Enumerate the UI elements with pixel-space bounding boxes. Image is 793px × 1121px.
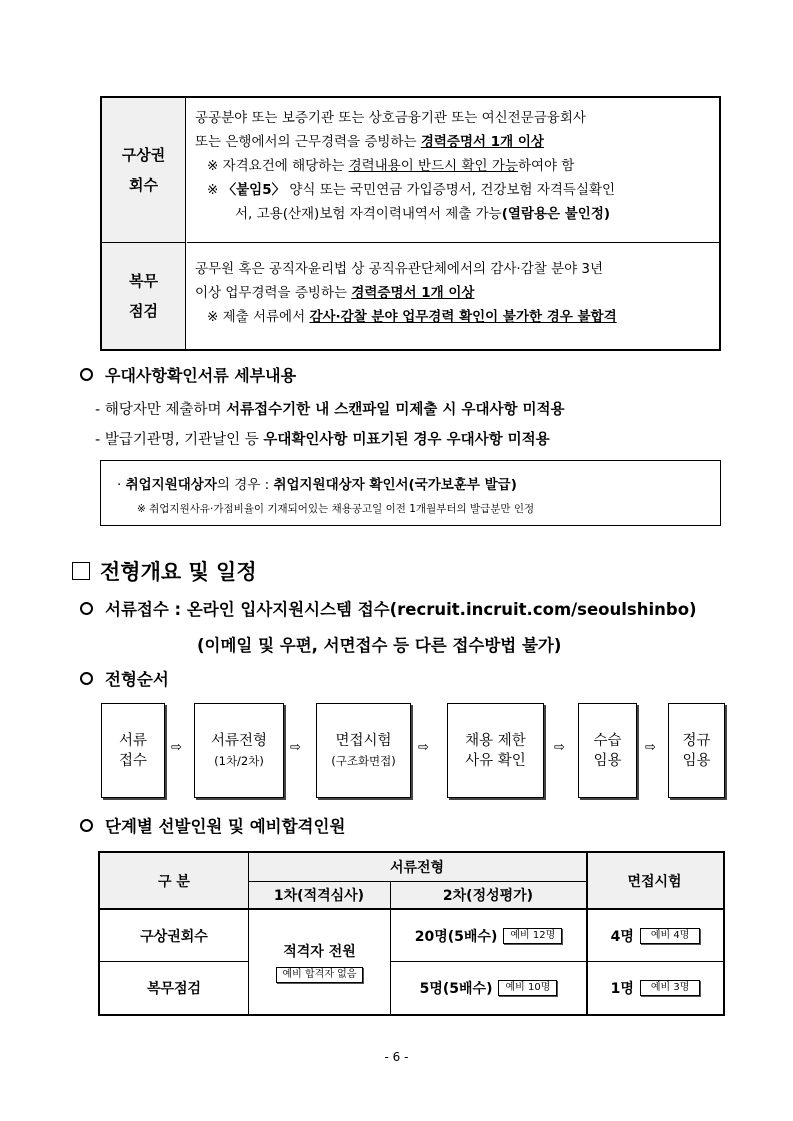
step-restriction-check [447,703,544,798]
text-span: · [117,477,126,493]
interview-count: 1명 [610,981,634,997]
doc-receipt-note: (이메일 및 우편, 서면접수 등 다른 접수방법 불가) [197,636,562,655]
header-division: 구 분 [100,853,248,908]
header-interview: 면접시험 [586,853,723,908]
step-line2: 사유 확인 [465,752,526,769]
note-line [195,305,711,329]
step-probation [578,703,637,798]
step-sub: (구조화면접) [331,753,396,768]
text-line: 공공분야 또는 보증기관 또는 상호금융기관 또는 여신전문금융회사 [195,110,586,126]
schedule-title [72,556,257,586]
step-doc-screening [194,703,284,798]
heading-text: 단계별 선발인원 및 예비합격인원 [105,817,346,836]
box-line-1 [117,473,517,493]
text-line [195,130,711,154]
step-interview [316,703,411,798]
bold-text: 취업지원대상자 [125,477,217,493]
reserve-badge: 예비 10명 [498,980,557,996]
text-span: ※ 자격요건에 해당하는 [207,158,349,174]
bold-text: 서류접수기한 내 스캔파일 미제출 시 우대사항 미적용 [226,402,565,418]
doc-receipt [80,596,697,620]
doc-receipt-text: 서류접수 : 온라인 입사지원시스템 접수(recruit.incruit.com/seoulshinbo) [105,600,697,619]
note-line [195,202,711,226]
row-name-reimbursement: 구상권회수 [140,928,208,945]
text-span: 서, 고용(산재)보험 자격이력내역서 제출 가능 [235,206,502,222]
heading-text: 전형순서 [105,670,169,689]
bullet-circle-icon [80,672,93,685]
bold-text: 〈붙임5〉 [222,182,286,198]
text-span: - 발급기관명, 기관날인 등 [95,432,264,448]
bold-underline-text: 감사·감찰 분야 업무경력 확인이 불가한 경우 불합격 [309,309,617,325]
bold-text: (열람용은 불인정) [501,206,611,222]
step-line2: 접수 [118,752,147,769]
bullet-circle-icon [80,602,93,615]
interview-cell [588,962,723,1014]
header-doc-first: 1차(적격심사) [248,881,390,908]
preference-item-1 [95,398,565,419]
interview-count: 4명 [610,928,634,945]
interview-cell [588,910,723,961]
step-doc-receipt [101,703,165,798]
arrow-right-icon: ⇨ [418,740,429,755]
bold-text: 취업지원대상자 확인서(국가보훈부 발급) [273,477,517,493]
second-stage-cell [391,910,586,961]
selection-heading [80,813,345,837]
label-line1: 구상권 [121,146,166,164]
step-sub: (1차/2차) [214,753,264,768]
order-heading [80,666,169,690]
text-line: 공무원 혹은 공직자윤리법 상 공직유관단체에서의 감사·감찰 분야 3년 [195,261,604,277]
arrow-right-icon: ⇨ [645,740,656,755]
text-span: 또는 은행에서의 근무경력을 증빙하는 [195,134,421,150]
heading-text: 우대사항확인서류 세부내용 [105,366,297,385]
step-line1: 서류 [118,732,147,749]
header-doc-screening: 서류전형 [248,853,586,881]
second-stage-count: 5명(5배수) [419,981,493,997]
note-line [195,154,711,178]
step-line1: 면접시험 [335,732,392,749]
text-span: 이상 업무경력을 증빙하는 [195,285,352,301]
title-text: 전형개요 및 일정 [100,560,257,584]
bold-text: 우대확인사항 미표기된 경우 우대사항 미적용 [263,432,550,448]
text-span: 의 경우 : [216,477,274,493]
grid-line [248,881,586,882]
selection-table [98,851,725,1016]
step-line1: 수습 [593,732,622,749]
row-content-service-inspection [187,242,719,349]
row-label-service-inspection [102,242,186,349]
page-number: - 6 - [384,1050,409,1064]
arrow-right-icon: ⇨ [554,740,565,755]
bullet-circle-icon [80,819,93,832]
step-line1: 서류전형 [210,732,268,749]
text-line [195,281,711,305]
reserve-badge: 예비 12명 [503,928,562,944]
text-span: 양식 또는 국민연금 가입증명서, 건강보험 자격득실확인 [285,182,616,198]
step-line1: 채용 제한 [465,732,526,749]
row-name-service-inspection: 복무점검 [146,981,202,997]
row-content-reimbursement [187,98,719,242]
step-line2: 임용 [593,752,622,769]
text-span: 하여야 함 [517,158,575,174]
preference-item-2 [95,428,550,449]
requirements-table [100,96,721,351]
second-stage-cell [391,962,586,1014]
text-span: ※ [207,182,223,198]
label-line2: 점검 [129,302,158,320]
box-line-2: ※ 취업지원사유·가점비율이 기재되어있는 채용공고일 이전 1개월부터의 발급분만 인정 [137,503,535,515]
reserve-badge: 예비 4명 [640,928,701,944]
first-stage-merged-cell [249,910,390,1014]
bullet-circle-icon [80,368,93,381]
label-line2: 회수 [129,176,158,194]
arrow-right-icon: ⇨ [290,740,301,755]
text-span: ※ 제출 서류에서 [207,309,310,325]
step-regular [668,703,725,798]
second-stage-count: 20명(5배수) [414,928,498,945]
underline-text: 경력내용이 반드시 확인 가능 [348,158,518,174]
label-line1: 복무 [129,272,158,290]
text-span: - 해당자만 제출하며 [95,402,227,418]
note-line [195,178,711,202]
employment-support-box [100,460,721,526]
reserve-badge: 예비 합격자 없음 [276,967,364,983]
row-label-reimbursement [102,98,186,242]
arrow-right-icon: ⇨ [171,740,182,755]
reserve-badge: 예비 3명 [640,980,701,996]
header-doc-second: 2차(정성평가) [390,881,586,908]
checkbox-square-icon [72,562,90,580]
bold-underline-text: 경력증명서 1개 이상 [420,134,544,150]
first-stage-all: 적격자 전원 [283,944,356,960]
step-line1: 정규 [682,732,711,749]
step-line2: 임용 [682,752,711,769]
bold-underline-text: 경력증명서 1개 이상 [351,285,475,301]
preference-heading [80,363,296,386]
